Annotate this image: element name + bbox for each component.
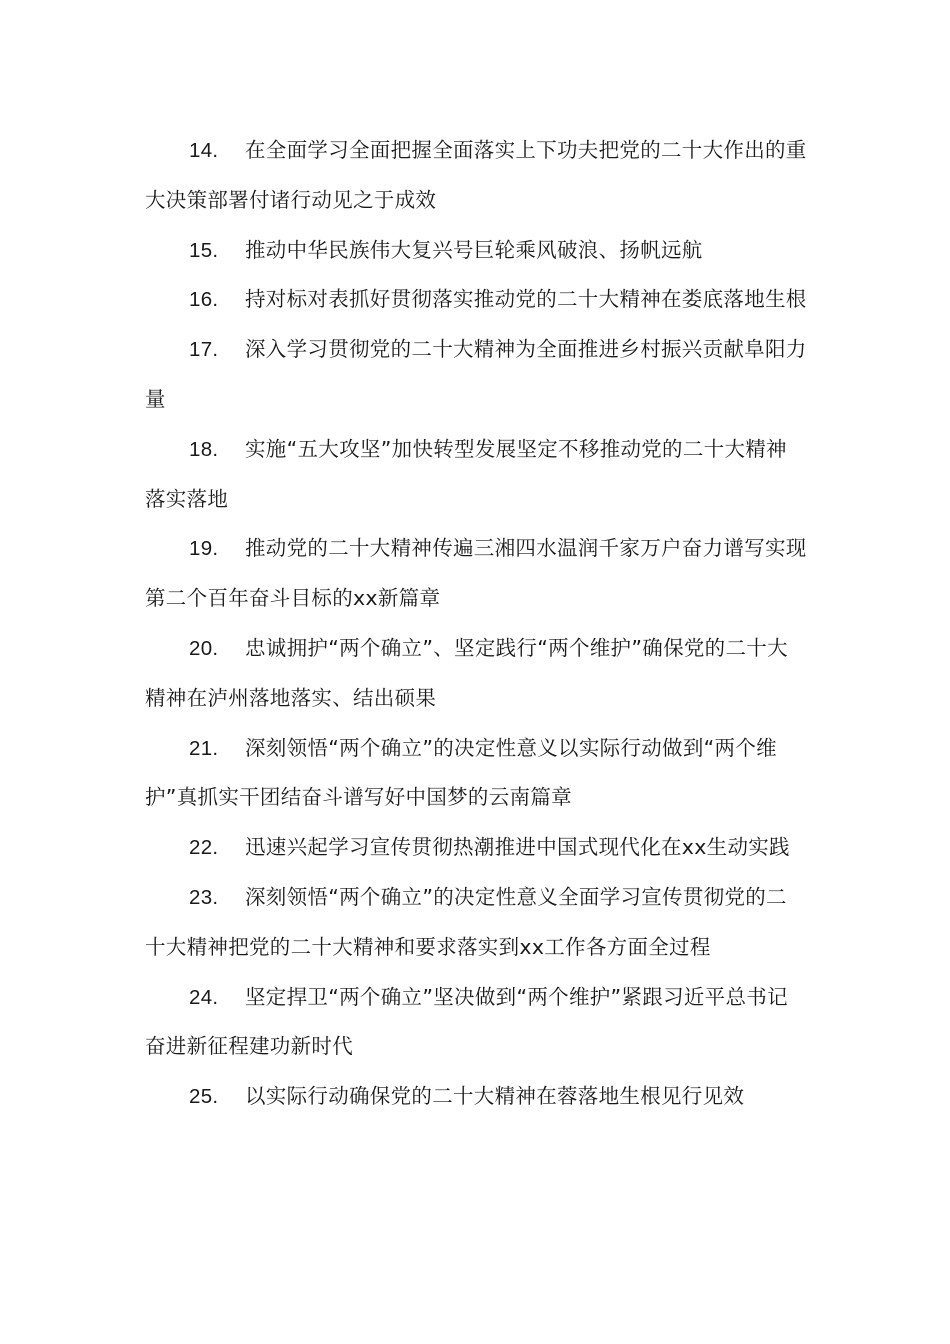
item-text: 忠诚拥护“两个确立”、坚定践行“两个维护”确保党的二十大精神在泸州落地落实、结出硕果	[145, 635, 788, 710]
item-number: 14.	[189, 139, 219, 162]
list-item	[145, 624, 807, 724]
item-number: 19.	[189, 537, 219, 561]
item-number: 25.	[189, 1085, 219, 1109]
item-text: 在全面学习全面把握全面落实上下功夫把党的二十大作出的重大决策部署付诸行动见之于成效	[145, 138, 807, 212]
item-number: 24.	[189, 985, 219, 1009]
item-text: 持对标对表抓好贯彻落实推动党的二十大精神在娄底落地生根	[245, 287, 807, 312]
item-number: 20.	[189, 636, 219, 660]
item-text: 坚定捍卫“两个确立”坚决做到“两个维护”紧跟习近平总书记奋进新征程建功新时代	[145, 984, 788, 1059]
item-number: 21.	[189, 736, 219, 760]
item-number: 22.	[189, 836, 219, 860]
item-text: 实施“五大攻坚”加快转型发展坚定不移推动党的二十大精神落实落地	[145, 436, 787, 511]
item-number: 18.	[189, 437, 219, 461]
item-text: 深刻领悟“两个确立”的决定性意义以实际行动做到“两个维护”真抓实干团结奋斗谱写好中国梦的云南篇章	[145, 735, 777, 810]
list-item	[145, 873, 807, 973]
item-text: 推动中华民族伟大复兴号巨轮乘风破浪、扬帆远航	[245, 237, 703, 262]
item-text: 迅速兴起学习宣传贯彻热潮推进中国式现代化在xx生动实践	[245, 835, 790, 860]
item-number: 17.	[189, 338, 219, 362]
item-text: 深入学习贯彻党的二十大精神为全面推进乡村振兴贡献阜阳力量	[145, 337, 807, 411]
item-text: 推动党的二十大精神传遍三湘四水温润千家万户奋力谱写实现第二个百年奋斗目标的xx新篇章	[145, 536, 807, 611]
list-item	[145, 973, 807, 1073]
list-item	[145, 325, 807, 425]
item-number: 23.	[189, 885, 219, 909]
list-item	[145, 724, 807, 824]
list-item	[145, 1072, 807, 1122]
list-item	[145, 126, 807, 226]
headline-list	[145, 126, 807, 1122]
list-item	[145, 226, 807, 276]
item-text: 以实际行动确保党的二十大精神在蓉落地生根见行见效	[245, 1084, 745, 1109]
list-item	[145, 823, 807, 873]
item-number: 16.	[189, 288, 219, 312]
list-item	[145, 524, 807, 624]
list-item	[145, 275, 807, 325]
item-number: 15.	[189, 238, 219, 262]
list-item	[145, 425, 807, 525]
item-text: 深刻领悟“两个确立”的决定性意义全面学习宣传贯彻党的二十大精神把党的二十大精神和要求落实到xx工作各方面全过程	[145, 884, 787, 959]
